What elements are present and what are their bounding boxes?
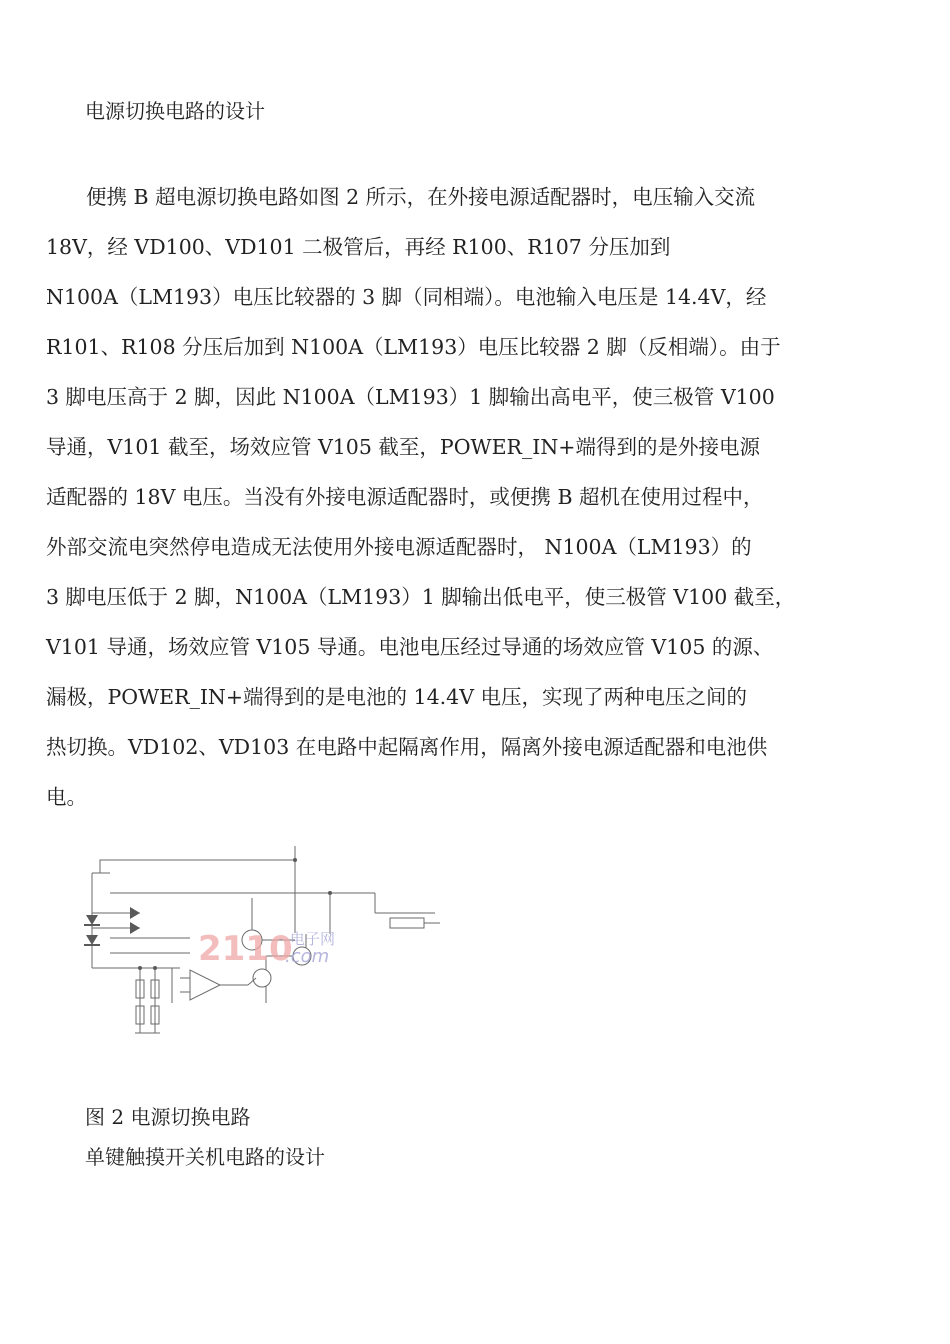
circuit-schematic [80,838,450,1043]
paragraph-line: 漏极，POWER_IN+端得到的是电池的 14.4V 电压，实现了两种电压之间的 [46,685,748,709]
paragraph-line: 适配器的 18V 电压。当没有外接电源适配器时，或便携 B 超机在使用过程中， [46,485,764,509]
watermark-domain: .com [285,946,330,967]
paragraph-line: V101 导通，场效应管 V105 导通。电池电压经过导通的场效应管 V105 的源、 [46,635,774,659]
paragraph-line: 热切换。VD102、VD103 在电路中起隔离作用，隔离外接电源适配器和电池供 [46,735,768,759]
paragraph-line: 3 脚电压低于 2 脚，N100A（LM193）1 脚输出低电平，使三极管 V100 截至， [46,585,796,609]
paragraph-line: 外部交流电突然停电造成无法使用外接电源适配器时， N100A（LM193）的 [46,535,752,559]
paragraph-line: 便携 B 超电源切换电路如图 2 所示，在外接电源适配器时，电压输入交流 [86,185,756,209]
section-title-power-switching: 电源切换电路的设计 [85,99,265,123]
paragraph-line: N100A（LM193）电压比较器的 3 脚（同相端）。电池输入电压是 14.4V，经 [46,285,767,309]
section-title-touch-switch: 单键触摸开关机电路的设计 [85,1145,325,1169]
paragraph-line: 3 脚电压高于 2 脚，因此 N100A（LM193）1 脚输出高电平，使三极管 V100 [46,385,775,409]
paragraph-line: R101、R108 分压后加到 N100A（LM193）电压比较器 2 脚（反相端）。由于 [46,335,781,359]
paragraph-line: 导通，V101 截至，场效应管 V105 截至，POWER_IN+端得到的是外接电源 [46,435,760,459]
watermark-number: 2110 [198,929,293,969]
circuit-diagram [80,838,450,1043]
watermark-cn: 电子网 [290,930,336,948]
paragraph-line: 18V，经 VD100、VD101 二极管后，再经 R100、R107 分压加到 [46,235,671,259]
figure-caption: 图 2 电源切换电路 [85,1105,251,1129]
body-paragraph [46,180,846,820]
paragraph-line: 电。 [46,785,87,809]
